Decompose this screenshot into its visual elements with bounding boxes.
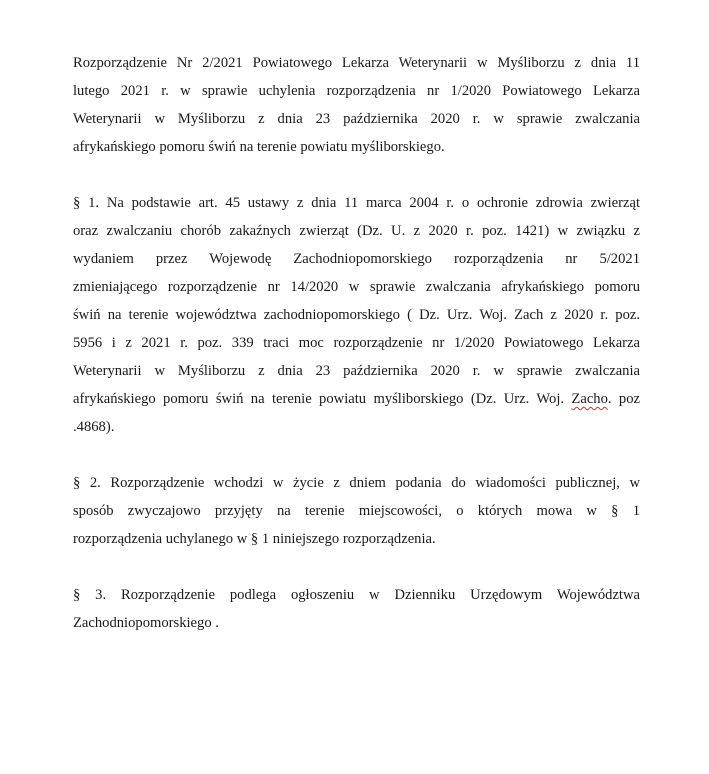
text-line: oraz zwalczaniu chorób zakaźnych zwierząt (Dz. U. z 2020 r. poz. 1421) w związku z: [73, 223, 640, 239]
text-line: wydaniem przez Wojewodę Zachodniopomorskiego rozporządzenia nr 5/2021: [73, 251, 640, 267]
section-2-paragraph: [73, 469, 640, 553]
text-line: [73, 385, 640, 413]
text-line: Weterynarii w Myśliborzu z dnia 23 października 2020 r. w sprawie zwalczania: [73, 363, 640, 379]
section-1-paragraph: [73, 189, 640, 441]
text-line: .4868).: [73, 419, 115, 435]
text-line: afrykańskiego pomoru świń na terenie powiatu myśliborskiego.: [73, 139, 445, 155]
document-page: [73, 49, 640, 665]
text-segment: . poz: [607, 391, 641, 407]
text-line: Weterynarii w Myśliborzu z dnia 23 października 2020 r. w sprawie zwalczania: [73, 111, 640, 127]
text-line: sposób zwyczajowo przyjęty na terenie miejscowości, o których mowa w § 1: [73, 503, 640, 519]
misspelled-word[interactable]: Zacho: [571, 391, 608, 407]
text-line: zmieniającego rozporządzenie nr 14/2020 w sprawie zwalczania afrykańskiego pomoru: [73, 279, 640, 295]
text-line: § 2. Rozporządzenie wchodzi w życie z dniem podania do wiadomości publicznej, w: [73, 475, 640, 491]
text-line: Rozporządzenie Nr 2/2021 Powiatowego Lekarza Weterynarii w Myśliborzu z dnia 11: [73, 55, 640, 71]
text-line: § 1. Na podstawie art. 45 ustawy z dnia 11 marca 2004 r. o ochronie zdrowia zwierząt: [73, 195, 640, 211]
text-line: lutego 2021 r. w sprawie uchylenia rozporządzenia nr 1/2020 Powiatowego Lekarza: [73, 83, 640, 99]
text-line: świń na terenie województwa zachodniopomorskiego ( Dz. Urz. Woj. Zach z 2020 r. poz.: [73, 307, 640, 323]
text-segment: afrykańskiego pomoru świń na terenie powiatu myśliborskiego (Dz. Urz. Woj.: [73, 391, 572, 407]
text-line: 5956 i z 2021 r. poz. 339 traci moc rozporządzenie nr 1/2020 Powiatowego Lekarza: [73, 335, 640, 351]
text-line: rozporządzenia uchylanego w § 1 niniejszego rozporządzenia.: [73, 531, 436, 547]
section-3-paragraph: [73, 581, 640, 637]
text-line: § 3. Rozporządzenie podlega ogłoszeniu w Dzienniku Urzędowym Województwa: [73, 587, 640, 603]
text-line: Zachodniopomorskiego .: [73, 615, 219, 631]
document-title-paragraph: [73, 49, 640, 161]
